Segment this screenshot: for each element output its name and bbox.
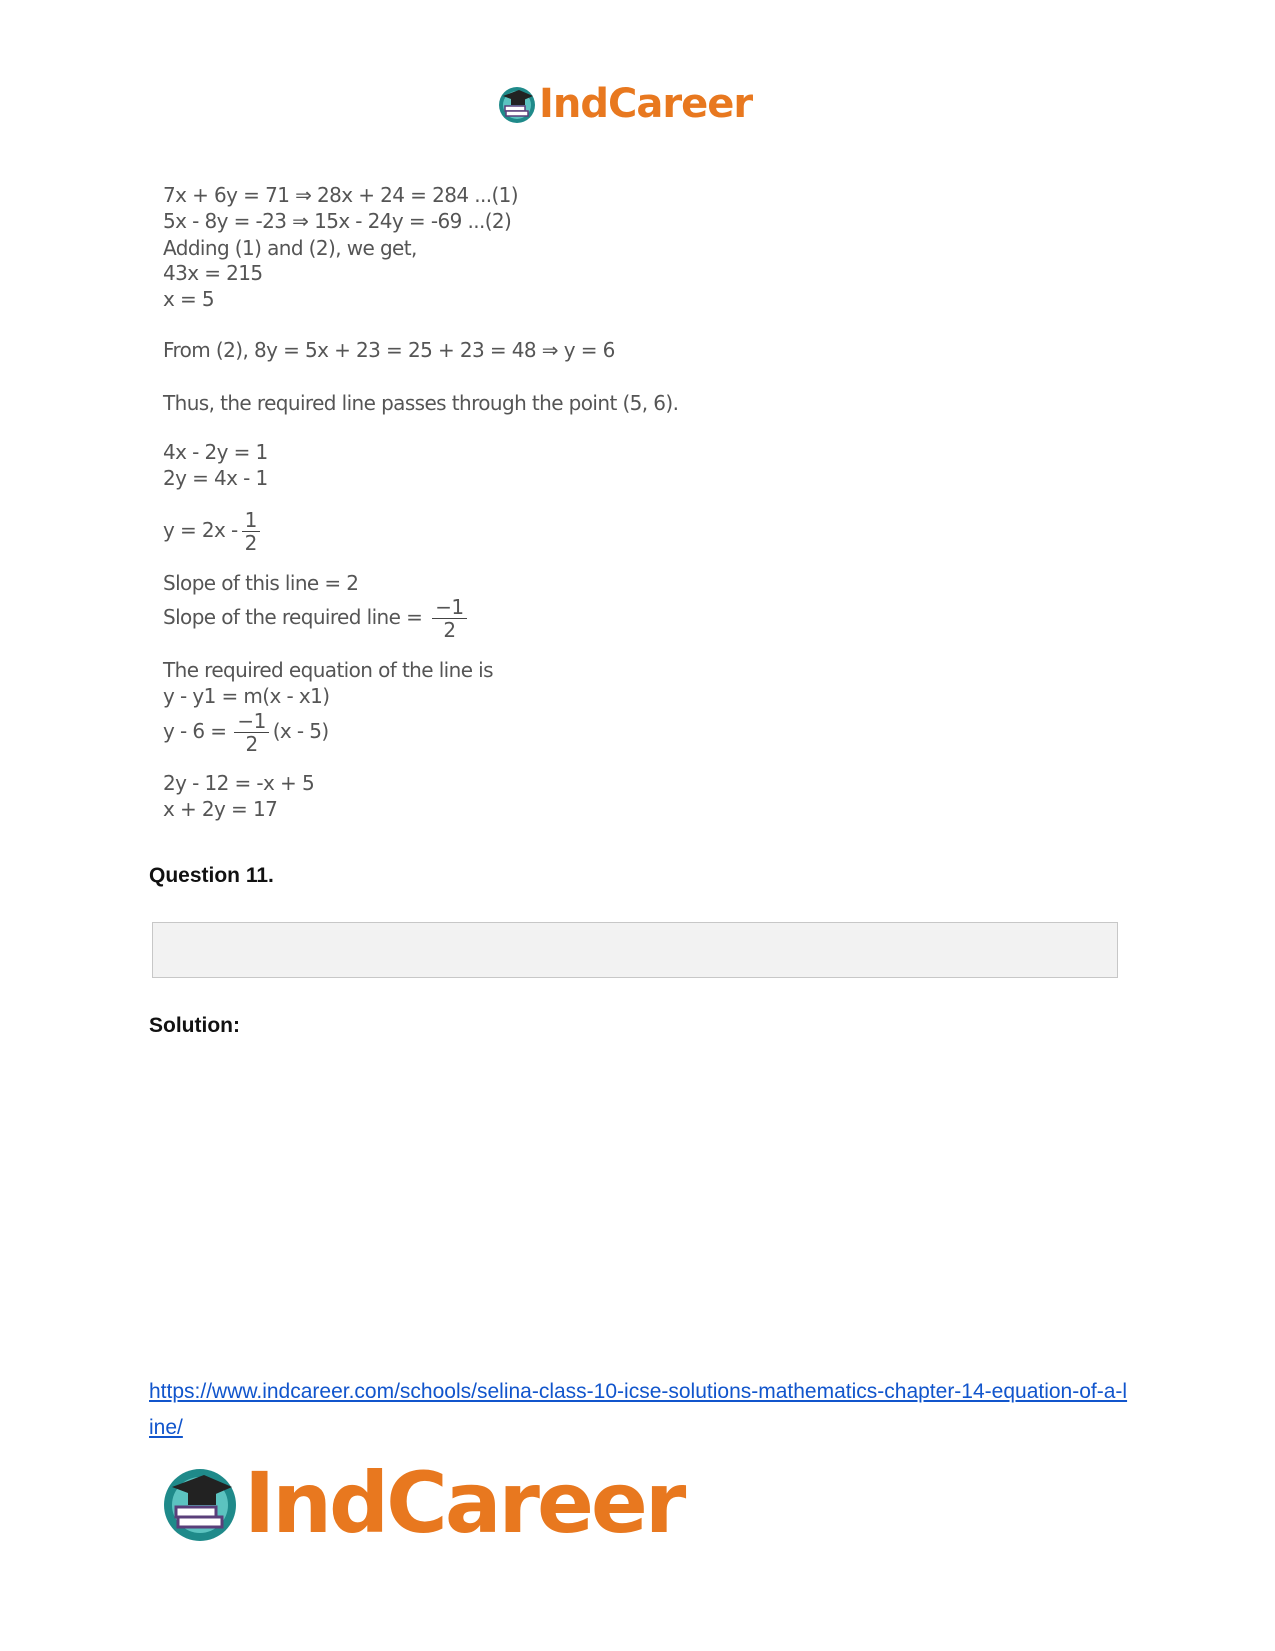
text-line: Thus, the required line passes through the point (5, 6). [163,391,679,415]
equation-line: 2y = 4x - 1 [163,466,268,490]
logo-wordmark: IndCareer [244,1454,684,1552]
fraction-denominator: 2 [244,531,257,555]
graduation-cap-books-icon [497,84,537,124]
fraction-denominator: 2 [245,732,258,756]
equation-line: 5x - 8y = -23 ⇒ 15x - 24y = -69 ...(2) [163,209,512,233]
text-line: Adding (1) and (2), we get, [163,236,417,260]
equation-line: y - y1 = m(x - x1) [163,684,330,708]
fraction-denominator: 2 [443,618,456,642]
equation-suffix: (x - 5) [272,719,329,743]
fraction [234,710,268,755]
equation-line: 2y - 12 = -x + 5 [163,771,315,795]
equation-line: From (2), 8y = 5x + 23 = 25 + 23 = 48 ⇒ y = 6 [163,338,615,362]
question-heading: Question 11. [149,864,274,887]
footer-logo [160,1454,684,1552]
equation-prefix: y - 6 = [163,719,227,743]
fraction-numerator: −1 [435,595,464,619]
equation-line: 4x - 2y = 1 [163,440,268,464]
logo-wordmark: IndCareer [539,81,753,127]
equation-prefix: y = 2x - [163,518,238,542]
solution-heading: Solution: [149,1014,240,1037]
fraction [432,596,466,641]
source-link[interactable]: https://www.indcareer.com/schools/selina-class-10-icse-solutions-mathematics-chapter-14-equation-of-a-line/ [149,1380,1128,1439]
equation-line: 43x = 215 [163,261,263,285]
graduation-cap-books-icon [160,1463,240,1543]
fraction-numerator: −1 [237,709,266,733]
fraction [242,509,260,554]
text-line: Slope of this line = 2 [163,571,359,595]
equation-line: x = 5 [163,287,215,311]
text-line: The required equation of the line is [163,658,493,682]
fraction-numerator: 1 [244,508,257,532]
equation-line-fraction [163,509,264,554]
equation-prefix: Slope of the required line = [163,605,423,629]
equation-line-fraction [163,710,329,755]
header-logo [497,76,752,132]
equation-line: 7x + 6y = 71 ⇒ 28x + 24 = 284 ...(1) [163,183,519,207]
equation-line-fraction [163,596,471,641]
equation-line: x + 2y = 17 [163,797,278,821]
question-content-box [152,922,1118,978]
